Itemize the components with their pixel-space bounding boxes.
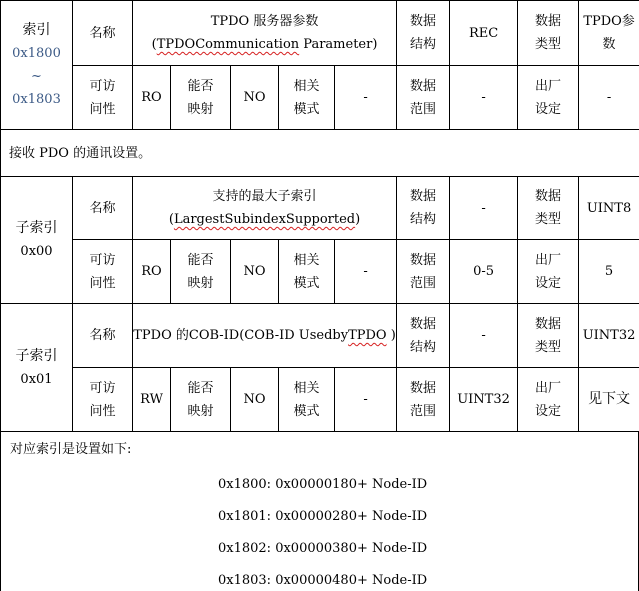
data-range-value: 0-5 xyxy=(450,240,518,304)
related-mode-label: 相关 模式 xyxy=(279,368,335,432)
access-value: RO xyxy=(133,240,171,304)
object-title-en: (TPDOCommunication Parameter) xyxy=(151,37,378,52)
cob-id-line: 0x1800: 0x00000180+ Node-ID xyxy=(218,477,428,492)
data-range-label: 数据 范围 xyxy=(397,240,450,304)
access-value: RW xyxy=(133,368,171,432)
object-title-cn: TPDO 服务器参数 xyxy=(210,14,319,29)
data-structure-label: 数据 结构 xyxy=(397,177,450,240)
factory-default-label: 出厂 设定 xyxy=(518,368,579,432)
data-range-value: UINT32 xyxy=(450,368,518,432)
subindex-label: 子索引 xyxy=(15,220,58,236)
data-type-label: 数据 类型 xyxy=(518,304,579,368)
name-label: 名称 xyxy=(73,1,133,66)
subindex-0-title xyxy=(133,177,397,240)
data-structure-value: - xyxy=(450,177,518,240)
data-type-label: 数据 类型 xyxy=(518,1,579,66)
related-mode-value: - xyxy=(335,240,397,304)
name-label: 名称 xyxy=(73,177,133,240)
related-mode-value: - xyxy=(335,66,397,130)
cob-id-note xyxy=(0,432,639,591)
cob-id-line: 0x1802: 0x00000380+ Node-ID xyxy=(218,541,428,556)
index-cell xyxy=(1,1,73,130)
data-type-value: TPDO参数 xyxy=(579,1,639,66)
subindex-number: 0x00 xyxy=(20,244,53,259)
data-range-label: 数据 范围 xyxy=(397,368,450,432)
index-tilde: ~ xyxy=(31,69,42,84)
index-start: 0x1800 xyxy=(12,46,61,61)
related-mode-value: - xyxy=(335,368,397,432)
data-structure-value: REC xyxy=(450,1,518,66)
subindex-label: 子索引 xyxy=(15,347,58,364)
factory-default-label: 出厂 设定 xyxy=(518,66,579,130)
mappable-value: NO xyxy=(231,240,279,304)
subindex-number: 0x01 xyxy=(20,371,53,387)
data-structure-label: 数据 结构 xyxy=(397,304,450,368)
related-mode-label: 相关 模式 xyxy=(279,66,335,130)
cob-id-line: 0x1801: 0x00000280+ Node-ID xyxy=(218,509,428,524)
data-structure-value: - xyxy=(450,304,518,368)
name-label: 名称 xyxy=(73,304,133,368)
index-end: 0x1803 xyxy=(12,92,61,107)
note-title: 对应索引是设置如下: xyxy=(10,442,132,457)
mappable-value: NO xyxy=(231,368,279,432)
data-structure-label: 数据 结构 xyxy=(397,1,450,66)
object-description: 接收 PDO 的通讯设置。 xyxy=(1,130,639,177)
factory-default-value: - xyxy=(579,66,639,130)
data-range-label: 数据 范围 xyxy=(397,66,450,130)
object-title xyxy=(133,1,397,66)
data-type-label: 数据 类型 xyxy=(518,177,579,240)
subindex-0-title-en: (LargestSubindexSupported) xyxy=(168,212,361,227)
access-label: 可访 问性 xyxy=(73,66,133,130)
mappable-label: 能否 映射 xyxy=(171,66,231,130)
factory-default-label: 出厂 设定 xyxy=(518,240,579,304)
access-value: RO xyxy=(133,66,171,130)
related-mode-label: 相关 模式 xyxy=(279,240,335,304)
data-type-value: UINT8 xyxy=(579,177,639,240)
mappable-label: 能否 映射 xyxy=(171,240,231,304)
mappable-value: NO xyxy=(231,66,279,130)
access-label: 可访 问性 xyxy=(73,240,133,304)
subindex-1-cell xyxy=(1,304,73,432)
data-type-value: UINT32 xyxy=(579,304,639,368)
factory-default-value: 5 xyxy=(579,240,639,304)
subindex-1-title: TPDO 的COB-ID(COB-ID UsedbyTPDO ) xyxy=(133,304,397,368)
subindex-0-cell xyxy=(1,177,73,304)
cob-id-line: 0x1803: 0x00000480+ Node-ID xyxy=(218,573,428,588)
factory-default-value: 见下文 xyxy=(579,368,639,432)
subindex-0-title-cn: 支持的最大子索引 xyxy=(212,189,317,204)
index-label: 索引 xyxy=(22,22,51,38)
data-range-value: - xyxy=(450,66,518,130)
mappable-label: 能否 映射 xyxy=(171,368,231,432)
access-label: 可访 问性 xyxy=(73,368,133,432)
